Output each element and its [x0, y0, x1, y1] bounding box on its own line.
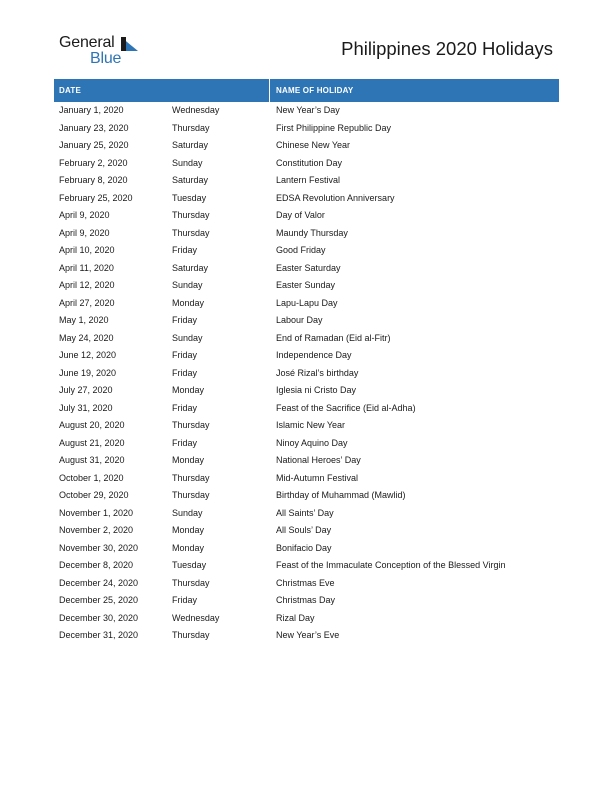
holiday-name: Birthday of Muhammad (Mawlid) — [276, 490, 406, 500]
table-row — [54, 470, 559, 488]
holiday-date: February 8, 2020 — [59, 175, 128, 185]
table-row — [54, 452, 559, 470]
flag-icon — [121, 37, 138, 51]
holiday-date: April 11, 2020 — [59, 262, 114, 273]
holiday-weekday: Tuesday — [172, 560, 207, 570]
holiday-weekday: Monday — [172, 542, 205, 553]
holiday-date: June 12, 2020 — [59, 350, 117, 360]
holiday-name: Labour Day — [276, 315, 323, 325]
header-holiday-name: NAME OF HOLIDAY — [276, 86, 354, 95]
table-row — [54, 400, 559, 418]
page-title: Philippines 2020 Holidays — [341, 38, 553, 59]
holiday-date: February 25, 2020 — [59, 192, 133, 203]
table-header — [54, 79, 559, 102]
holiday-name: Feast of the Immaculate Conception of the Blessed Virgin — [276, 560, 506, 570]
holiday-date: July 31, 2020 — [59, 402, 113, 413]
holiday-weekday: Sunday — [172, 332, 203, 343]
holiday-date: November 2, 2020 — [59, 525, 134, 535]
holiday-name: Easter Sunday — [276, 280, 336, 290]
holiday-name: New Year’s Day — [276, 105, 340, 115]
holiday-weekday: Friday — [172, 367, 198, 378]
holiday-weekday: Friday — [172, 595, 198, 605]
table-row — [54, 435, 559, 453]
table-row — [54, 137, 559, 155]
holiday-name: All Saints’ Day — [276, 507, 334, 518]
holiday-date: April 10, 2020 — [59, 245, 115, 255]
holiday-name: National Heroes’ Day — [276, 455, 361, 465]
holiday-weekday: Thursday — [172, 630, 210, 640]
holiday-name: Ninoy Aquino Day — [276, 437, 348, 448]
holiday-date: April 9, 2020 — [59, 210, 110, 220]
holiday-weekday: Sunday — [172, 280, 203, 290]
holiday-date: July 27, 2020 — [59, 385, 113, 395]
holiday-weekday: Monday — [172, 525, 205, 535]
holiday-name: Maundy Thursday — [276, 227, 348, 238]
holiday-weekday: Thursday — [172, 490, 210, 500]
holiday-weekday: Saturday — [172, 262, 209, 273]
holiday-name: Good Friday — [276, 245, 326, 255]
table-row — [54, 627, 559, 645]
table-row — [54, 557, 559, 575]
holiday-name: Lapu-Lapu Day — [276, 297, 338, 308]
holiday-date: October 1, 2020 — [59, 472, 124, 483]
holiday-weekday: Monday — [172, 455, 205, 465]
holiday-date: December 8, 2020 — [59, 560, 134, 570]
holiday-date: June 19, 2020 — [59, 367, 117, 378]
table-row — [54, 190, 559, 208]
table-row — [54, 522, 559, 540]
holiday-date: April 9, 2020 — [59, 227, 110, 238]
table-row — [54, 277, 559, 295]
holiday-weekday: Thursday — [172, 227, 210, 238]
table-row — [54, 330, 559, 348]
table-row — [54, 417, 559, 435]
header-date: DATE — [59, 86, 81, 95]
logo-text-blue: Blue — [90, 50, 122, 67]
table-row — [54, 540, 559, 558]
table-row — [54, 505, 559, 523]
holiday-name: Day of Valor — [276, 210, 325, 220]
holiday-name: Mid-Autumn Festival — [276, 472, 359, 483]
holiday-weekday: Thursday — [172, 122, 210, 133]
holiday-name: Lantern Festival — [276, 175, 341, 185]
holiday-name: Independence Day — [276, 350, 352, 360]
table-row — [54, 295, 559, 313]
holiday-name: New Year’s Eve — [276, 630, 340, 640]
holiday-name: José Rizal’s birthday — [276, 367, 359, 378]
holiday-name: Iglesia ni Cristo Day — [276, 385, 357, 395]
table-row — [54, 260, 559, 278]
holiday-weekday: Friday — [172, 245, 198, 255]
holiday-date: November 1, 2020 — [59, 507, 134, 518]
holiday-name: Rizal Day — [276, 612, 315, 623]
holiday-weekday: Wednesday — [172, 612, 220, 623]
table-row — [54, 242, 559, 260]
holiday-date: August 31, 2020 — [59, 455, 125, 465]
table-row — [54, 312, 559, 330]
holiday-weekday: Friday — [172, 402, 198, 413]
holiday-date: January 23, 2020 — [59, 122, 129, 133]
holiday-name: Easter Saturday — [276, 262, 341, 273]
holiday-weekday: Friday — [172, 350, 198, 360]
holiday-weekday: Sunday — [172, 507, 203, 518]
holiday-name: First Philippine Republic Day — [276, 122, 392, 133]
holiday-name: Constitution Day — [276, 157, 343, 168]
holiday-date: December 24, 2020 — [59, 577, 139, 588]
holiday-name: EDSA Revolution Anniversary — [276, 192, 395, 203]
holiday-name: End of Ramadan (Eid al-Fitr) — [276, 332, 391, 343]
holiday-date: May 24, 2020 — [59, 332, 114, 343]
holiday-date: February 2, 2020 — [59, 157, 128, 168]
holiday-weekday: Monday — [172, 385, 205, 395]
table-row — [54, 610, 559, 628]
table-row — [54, 382, 559, 400]
holiday-name: Islamic New Year — [276, 420, 346, 430]
holiday-weekday: Monday — [172, 297, 205, 308]
holiday-date: August 20, 2020 — [59, 420, 125, 430]
holiday-name: Bonifacio Day — [276, 542, 332, 553]
holiday-name: Feast of the Sacrifice (Eid al-Adha) — [276, 402, 416, 413]
holiday-weekday: Friday — [172, 315, 198, 325]
table-row — [54, 155, 559, 173]
holiday-weekday: Thursday — [172, 472, 210, 483]
holiday-weekday: Thursday — [172, 210, 210, 220]
holiday-name: Chinese New Year — [276, 140, 351, 150]
holiday-weekday: Saturday — [172, 175, 209, 185]
holiday-table-body — [54, 102, 559, 645]
holiday-weekday: Friday — [172, 437, 198, 448]
header-divider — [269, 79, 270, 102]
holiday-weekday: Tuesday — [172, 192, 207, 203]
table-row — [54, 487, 559, 505]
table-row — [54, 207, 559, 225]
holiday-weekday: Thursday — [172, 577, 210, 588]
holiday-weekday: Sunday — [172, 157, 203, 168]
holiday-date: August 21, 2020 — [59, 437, 125, 448]
holiday-weekday: Wednesday — [172, 105, 220, 115]
holiday-date: April 12, 2020 — [59, 280, 115, 290]
logo-text-general: General — [59, 34, 115, 51]
holiday-date: May 1, 2020 — [59, 315, 109, 325]
holiday-name: All Souls’ Day — [276, 525, 332, 535]
holiday-date: October 29, 2020 — [59, 490, 129, 500]
holiday-weekday: Thursday — [172, 420, 210, 430]
holiday-weekday: Saturday — [172, 140, 209, 150]
holiday-name: Christmas Eve — [276, 577, 335, 588]
table-row — [54, 120, 559, 138]
table-row — [54, 575, 559, 593]
holiday-date: December 31, 2020 — [59, 630, 139, 640]
holiday-date: December 25, 2020 — [59, 595, 139, 605]
holiday-date: November 30, 2020 — [59, 542, 139, 553]
table-row — [54, 365, 559, 383]
brand-logo — [59, 34, 149, 68]
holiday-date: April 27, 2020 — [59, 297, 115, 308]
table-row — [54, 225, 559, 243]
table-row — [54, 592, 559, 610]
table-row — [54, 102, 559, 120]
holiday-date: January 25, 2020 — [59, 140, 129, 150]
holiday-date: January 1, 2020 — [59, 105, 124, 115]
table-row — [54, 347, 559, 365]
table-row — [54, 172, 559, 190]
holiday-date: December 30, 2020 — [59, 612, 139, 623]
holiday-name: Christmas Day — [276, 595, 336, 605]
